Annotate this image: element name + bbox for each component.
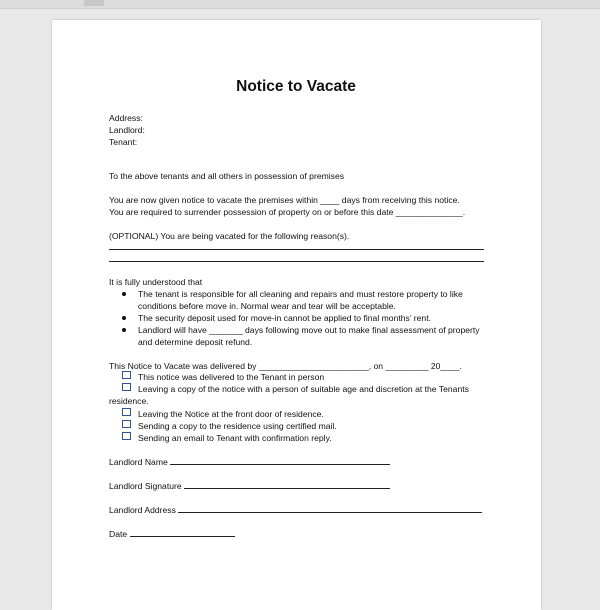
- field-address: Address:: [109, 113, 143, 123]
- notice-line-1: You are now given notice to vacate the premises within ____ days from receiving this notice.: [109, 195, 460, 205]
- bullet-icon: [122, 328, 126, 332]
- option-copy-person-cont: residence.: [109, 396, 149, 406]
- notice-line-2: You are required to surrender possession of property on or before this date ______________.: [109, 207, 466, 217]
- toolbar-tab[interactable]: [84, 0, 104, 6]
- landlord-signature-line[interactable]: [184, 479, 390, 489]
- checkbox-front-door[interactable]: [122, 408, 131, 416]
- landlord-address-row: [109, 503, 482, 516]
- list-item: [109, 312, 484, 324]
- landlord-name-line[interactable]: [170, 455, 390, 465]
- option-email: Sending an email to Tenant with confirmation reply.: [138, 433, 332, 443]
- optional-reason-text: (OPTIONAL) You are being vacated for the following reason(s).: [109, 231, 350, 241]
- option-in-person: This notice was delivered to the Tenant in person: [138, 372, 325, 382]
- bullet-text: The security deposit used for move-in cannot be applied to final months’ rent.: [138, 313, 431, 323]
- list-item: [109, 324, 484, 348]
- list-item: [109, 288, 484, 312]
- reason-line-1: [109, 249, 484, 250]
- document-title: Notice to Vacate: [236, 78, 356, 95]
- landlord-address-line[interactable]: [178, 503, 482, 513]
- landlord-address-label: Landlord Address: [109, 505, 176, 515]
- terms-list: [109, 288, 489, 348]
- checkbox-certified-mail[interactable]: [122, 420, 131, 428]
- bullet-text: Landlord will have _______ days following move out to make final assessment of property and determine deposit refund.: [138, 325, 480, 347]
- field-tenant: Tenant:: [109, 137, 138, 147]
- checkbox-email[interactable]: [122, 432, 131, 440]
- date-label: Date: [109, 529, 128, 539]
- option-certified-mail: Sending a copy to the residence using certified mail.: [138, 421, 337, 431]
- intro-text: To the above tenants and all others in possession of premises: [109, 171, 345, 181]
- window-top-bar: [0, 0, 600, 9]
- understood-text: It is fully understood that: [109, 277, 203, 287]
- field-landlord: Landlord:: [109, 125, 145, 135]
- checkbox-in-person[interactable]: [122, 371, 131, 379]
- delivered-text: This Notice to Vacate was delivered by _______________________, on _________ 20____.: [109, 361, 462, 371]
- landlord-signature-row: [109, 479, 390, 492]
- landlord-name-row: [109, 455, 390, 468]
- landlord-signature-label: Landlord Signature: [109, 481, 182, 491]
- bullet-text: The tenant is responsible for all cleaning and repairs and must restore property to like conditions before move in. Normal wear and tear will be acceptable.: [138, 289, 463, 311]
- landlord-name-label: Landlord Name: [109, 457, 168, 467]
- bullet-icon: [122, 316, 126, 320]
- option-front-door: Leaving the Notice at the front door of residence.: [138, 409, 324, 419]
- reason-line-2: [109, 261, 484, 262]
- checkbox-copy-person[interactable]: [122, 383, 131, 391]
- date-row: [109, 527, 235, 540]
- bullet-icon: [122, 292, 126, 296]
- option-copy-person: Leaving a copy of the notice with a person of suitable age and discretion at the Tenants: [138, 384, 469, 394]
- date-line[interactable]: [130, 527, 235, 537]
- document-page: [52, 20, 541, 610]
